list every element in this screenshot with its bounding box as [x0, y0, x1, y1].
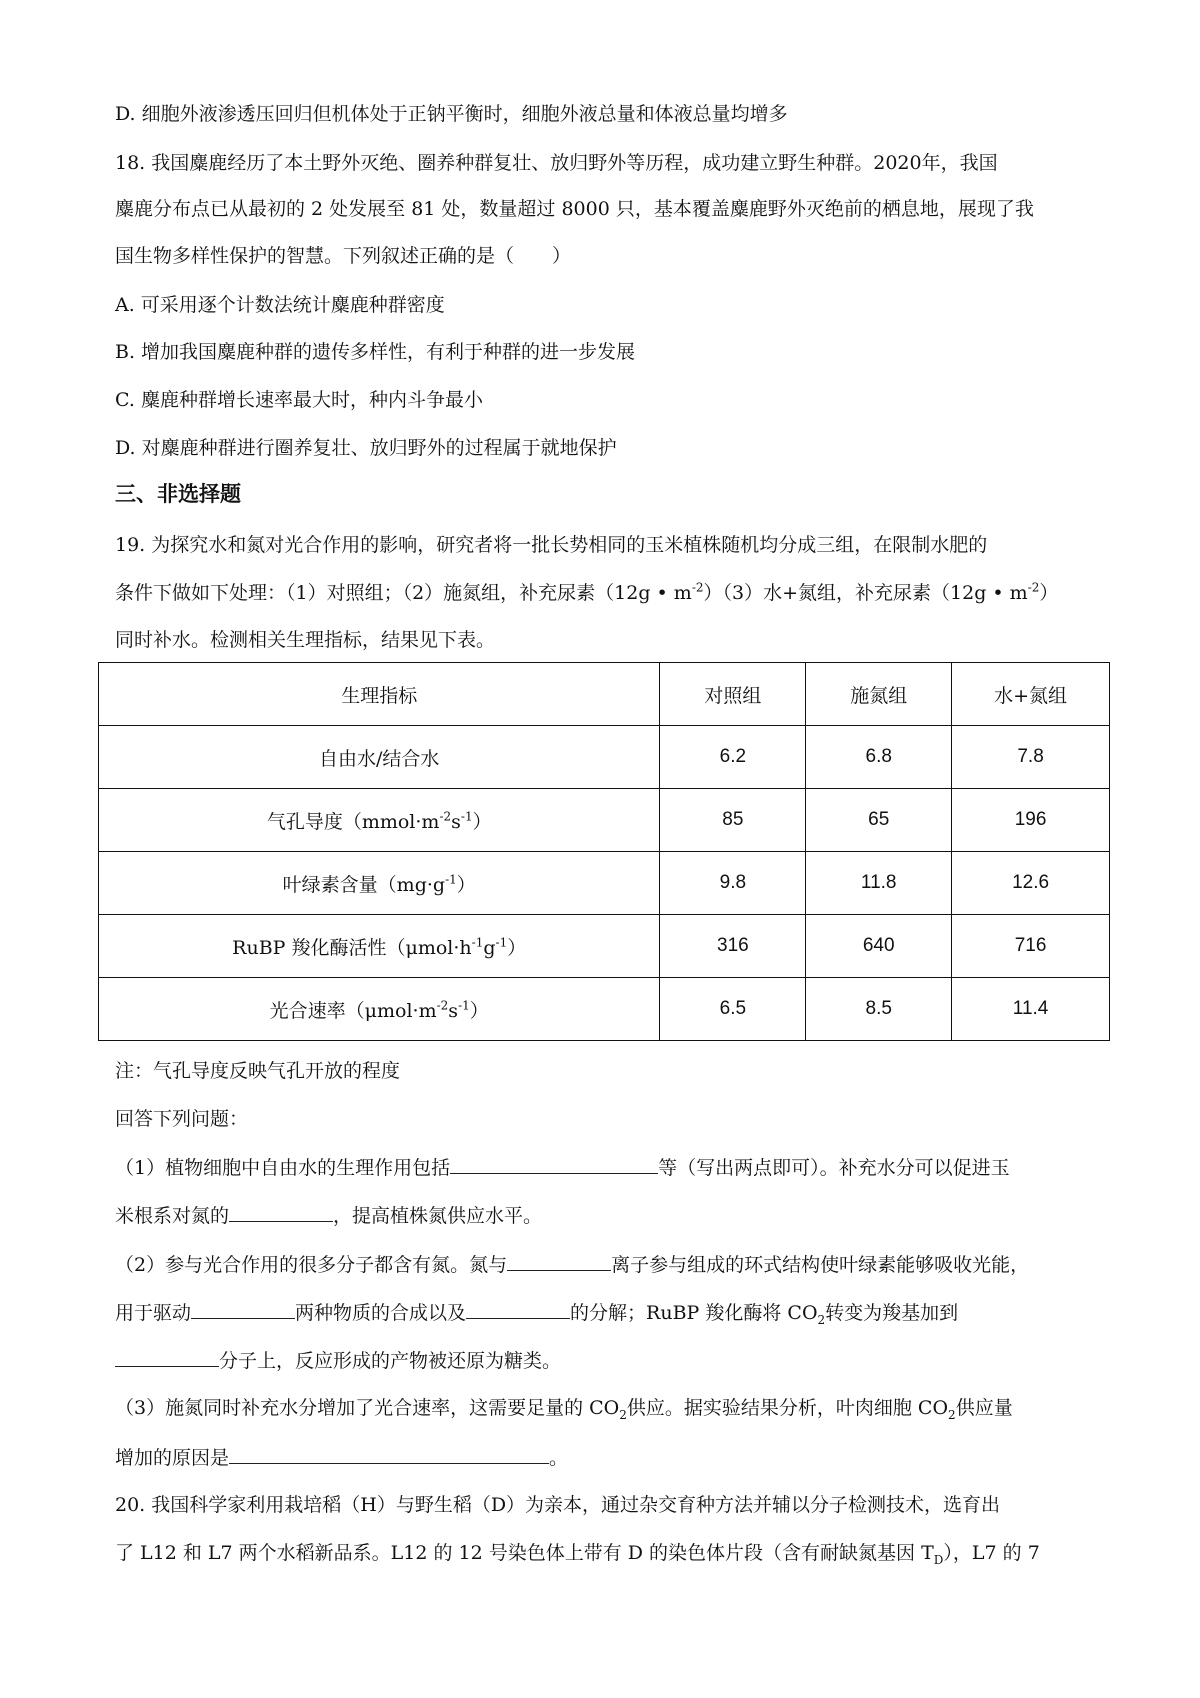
table-cell: 6.8 — [806, 726, 952, 789]
answer-blank[interactable] — [507, 1250, 611, 1271]
q18-stem-line-2: 麋鹿分布点已从最初的 2 处发展至 81 处，数量超过 8000 只，基本覆盖麋鹿野外灭绝前的栖息地，展现了我 — [115, 198, 1034, 220]
row-label: 光合速率$(\mu mol\cdot m^{-2}s^{-1})$ — [99, 978, 660, 1041]
table-row — [99, 852, 1110, 915]
q18-option-c: C. 麋鹿种群增长速率最大时，种内斗争最小 — [115, 389, 483, 411]
q19-part-2-line-2: 用于驱动 两种物质的合成以及 的分解；RuBP 羧化酶将 $CO_2$转变为羧基加到 — [115, 1298, 1115, 1326]
table-cell: 12.6 — [952, 852, 1110, 915]
q17-option-d: D. 细胞外液渗透压回归但机体处于正钠平衡时，细胞外液总量和体液总量均增多 — [115, 103, 788, 125]
answer-blank[interactable] — [115, 1346, 219, 1367]
answer-blank[interactable] — [466, 1298, 570, 1319]
table-cell: 65 — [806, 789, 952, 852]
q18-option-b: B. 增加我国麋鹿种群的遗传多样性，有利于种群的进一步发展 — [115, 341, 636, 363]
table-cell: 196 — [952, 789, 1110, 852]
table-cell: 640 — [806, 915, 952, 978]
q18-option-a: A. 可采用逐个计数法统计麋鹿种群密度 — [115, 294, 445, 316]
row-label: RuBP 羧化酶活性$(\mu mol\cdot h^{-1}g^{-1})$ — [99, 915, 660, 978]
table-cell: 8.5 — [806, 978, 952, 1041]
table-header-cell: 施氮组 — [806, 663, 952, 726]
q20-stem-line-2: 了 L12 和 L7 两个水稻新品系。L12 的 12 号染色体上带有 D 的染色体片段（含有耐缺氮基因 $T_D$），L7 的 7 — [115, 1542, 1040, 1567]
row-label: 自由水/结合水 — [99, 726, 660, 789]
answer-blank[interactable] — [191, 1298, 295, 1319]
table-row — [99, 978, 1110, 1041]
table-cell: 7.8 — [952, 726, 1110, 789]
q19-part-2-line-3: 分子上，反应形成的产物被还原为糖类。 — [115, 1346, 1115, 1374]
section-title: 三、非选择题 — [115, 482, 241, 506]
table-header-cell: 对照组 — [660, 663, 806, 726]
table-cell: 716 — [952, 915, 1110, 978]
q19-stem-line-3: 同时补水。检测相关生理指标，结果见下表。 — [115, 629, 496, 651]
table-row — [99, 789, 1110, 852]
table-header-cell: 水+氮组 — [952, 663, 1110, 726]
q19-part-1-line-1: （1）植物细胞中自由水的生理作用包括 等（写出两点即可）。补充水分可以促进玉 — [115, 1153, 1115, 1181]
table-cell: 11.4 — [952, 978, 1110, 1041]
q19-part-3-line-1: （3）施氮同时补充水分增加了光合速率，这需要足量的 $CO_2$供应。据实验结果分析，叶肉细胞 $CO_2$供应量 — [115, 1397, 1013, 1422]
table-note: 注：气孔导度反映气孔开放的程度 — [115, 1060, 401, 1082]
table-cell: 6.5 — [660, 978, 806, 1041]
table-header-cell: 生理指标 — [99, 663, 660, 726]
table-cell: 85 — [660, 789, 806, 852]
q18-option-d: D. 对麋鹿种群进行圈养复壮、放归野外的过程属于就地保护 — [115, 437, 617, 459]
answer-blank[interactable] — [229, 1201, 333, 1222]
answer-blank[interactable] — [229, 1443, 549, 1464]
q19-stem-line-2: 条件下做如下处理：（1）对照组；（2）施氮组，补充尿素（12g • $m^{-2})(3)$水+氮组，补充尿素（12g • $m^{-2}$） — [115, 580, 1059, 604]
q19-part-1-line-2: 米根系对氮的 ，提高植株氮供应水平。 — [115, 1201, 1115, 1229]
answer-prompt: 回答下列问题： — [115, 1108, 249, 1130]
table-cell: 9.8 — [660, 852, 806, 915]
q18-stem-line-1: 18. 我国麋鹿经历了本土野外灭绝、圈养种群复壮、放归野外等历程，成功建立野生种群。2020年，我国 — [115, 152, 998, 174]
q19-stem-line-1: 19. 为探究水和氮对光合作用的影响，研究者将一批长势相同的玉米植株随机均分成三组，在限制水肥的 — [115, 534, 988, 556]
table-row — [99, 726, 1110, 789]
table-header-row — [99, 663, 1110, 726]
table-cell: 11.8 — [806, 852, 952, 915]
row-label: 叶绿素含量$(mg\cdot g^{-1})$ — [99, 852, 660, 915]
answer-blank[interactable] — [450, 1153, 658, 1174]
q18-stem-line-3: 国生物多样性保护的智慧。下列叙述正确的是（ ） — [115, 245, 572, 267]
q19-part-2-line-1: （2）参与光合作用的很多分子都含有氮。氮与 离子参与组成的环式结构使叶绿素能够吸收光能， — [115, 1250, 1115, 1278]
row-label: 气孔导度$(mmol\cdot m^{-2}s^{-1})$ — [99, 789, 660, 852]
table-row — [99, 915, 1110, 978]
results-table — [98, 662, 1110, 1041]
table-cell: 316 — [660, 915, 806, 978]
q20-stem-line-1: 20. 我国科学家利用栽培稻（H）与野生稻（D）为亲本，通过杂交育种方法并辅以分子检测技术，选育出 — [115, 1494, 1001, 1516]
q19-part-3-line-2: 增加的原因是 。 — [115, 1443, 1115, 1471]
table-cell: 6.2 — [660, 726, 806, 789]
